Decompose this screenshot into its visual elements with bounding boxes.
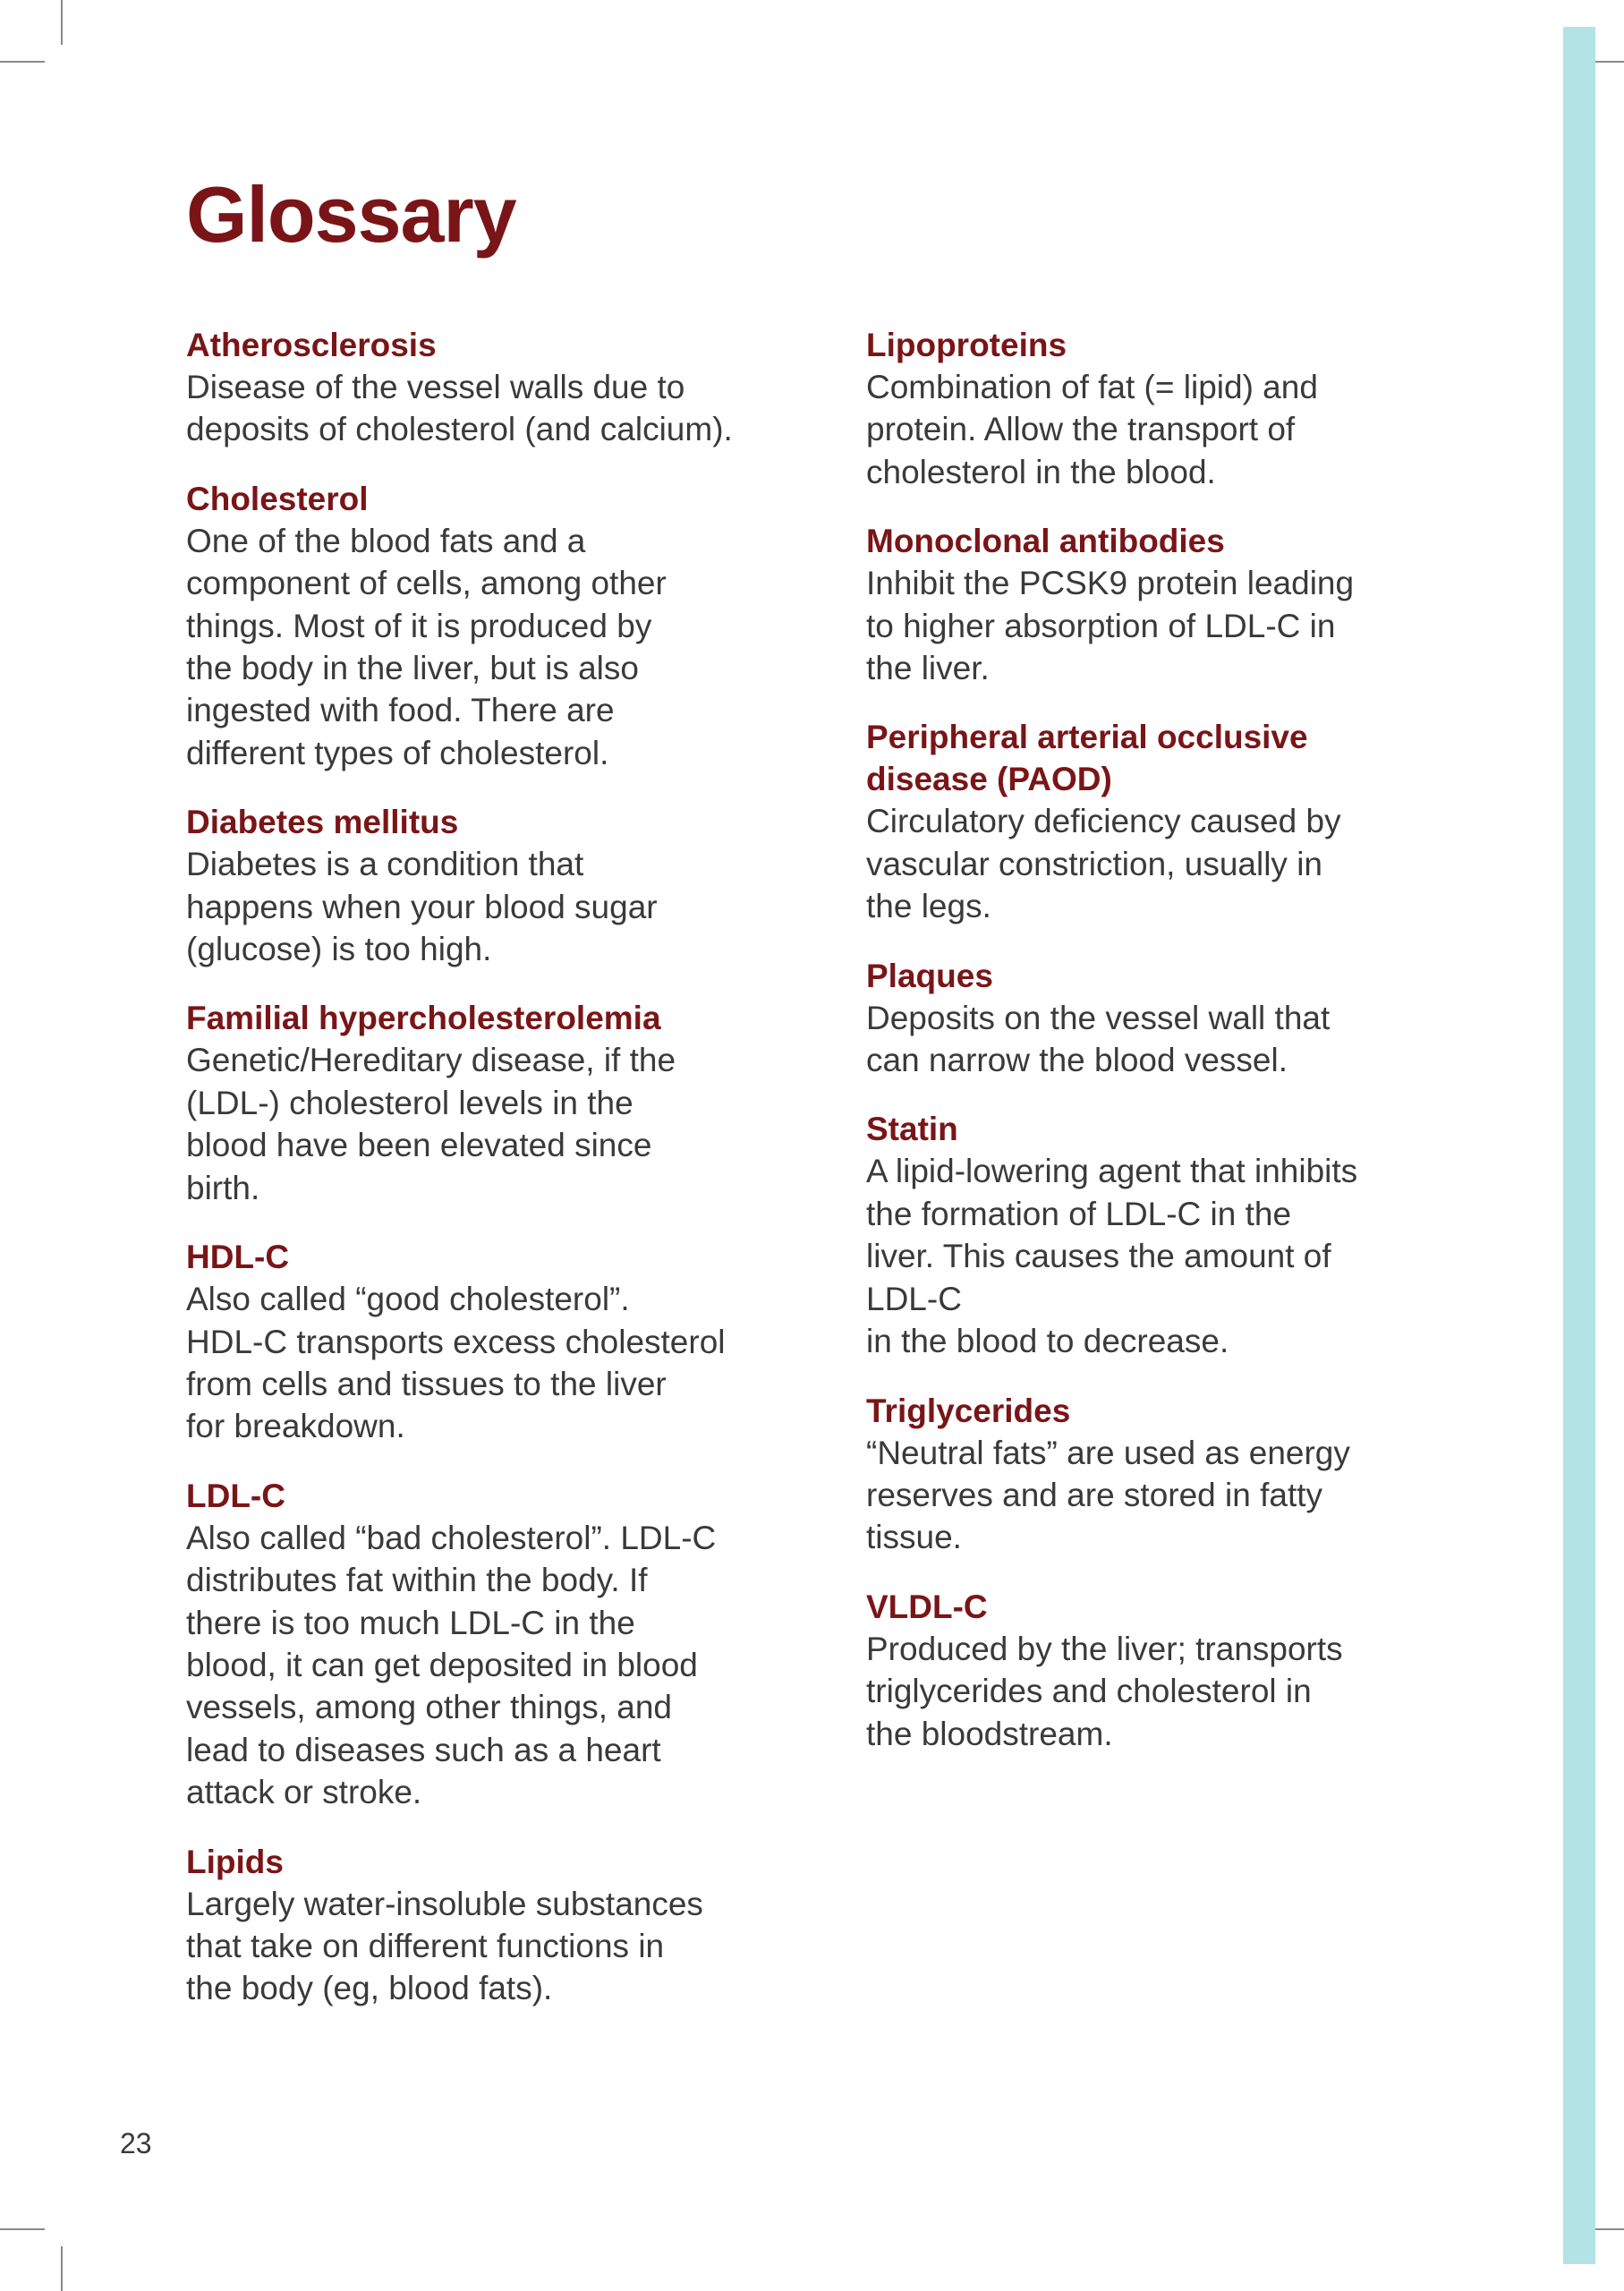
glossary-term: Statin: [866, 1111, 958, 1148]
glossary-definition: Diabetes is a condition that happens when your blood sugar (glucose) is too high.: [186, 846, 658, 968]
glossary-definition: Produced by the liver; transports triglycerides and cholesterol in the bloodstream.: [866, 1630, 1343, 1752]
glossary-term: Atherosclerosis: [186, 327, 437, 363]
glossary-entry-vldl-c: [866, 1586, 1439, 1755]
glossary-column-right: [866, 324, 1439, 1782]
glossary-term: Monoclonal antibodies: [866, 523, 1225, 560]
glossary-term: Lipids: [186, 1843, 284, 1880]
glossary-definition: Disease of the vessel walls due to deposits of cholesterol (and calcium).: [186, 369, 733, 448]
glossary-term: Triglycerides: [866, 1392, 1071, 1429]
crop-mark-bottom-left-vertical: [61, 2246, 63, 2291]
side-color-band: [1563, 27, 1595, 2264]
glossary-entry-ldl-c: [186, 1475, 759, 1814]
glossary-term: Familial hypercholesterolemia: [186, 1000, 661, 1037]
crop-mark-top-left-horizontal: [0, 61, 45, 63]
glossary-definition: Deposits on the vessel wall that can narrow the blood vessel.: [866, 999, 1331, 1079]
glossary-definition: Genetic/Hereditary disease, if the (LDL-) cholesterol levels in the blood have been elevated since birth.: [186, 1042, 676, 1206]
glossary-entry-statin: [866, 1108, 1439, 1362]
glossary-term: HDL-C: [186, 1239, 290, 1276]
glossary-definition: Also called “bad cholesterol”. LDL-C distributes fat within the body. If there is too much LDL-C in the blood, it can get deposited in blood vessels, among other things, and lead to diseases such as a heart attack or stroke.: [186, 1519, 717, 1811]
glossary-term: Peripheral arterial occlusive disease (PAOD): [866, 719, 1308, 798]
glossary-entry-paod: [866, 716, 1439, 927]
glossary-entry-triglycerides: [866, 1390, 1439, 1559]
page-number: 23: [120, 2127, 152, 2159]
glossary-entry-plaques: [866, 955, 1439, 1082]
glossary-definition: Largely water-insoluble substances that take on different functions in the body (eg, blood fats).: [186, 1885, 703, 2007]
glossary-definition: Combination of fat (= lipid) and protein. Allow the transport of cholesterol in the blood.: [866, 369, 1318, 490]
glossary-term: Cholesterol: [186, 480, 369, 517]
glossary-entry-atherosclerosis: [186, 324, 759, 451]
glossary-definition: Also called “good cholesterol”. HDL-C transports excess cholesterol from cells and tissues to the liver for breakdown.: [186, 1281, 726, 1445]
glossary-definition: One of the blood fats and a component of cells, among other things. Most of it is produced by the body in the liver, but is also ingested with food. There are different types of cholesterol.: [186, 522, 667, 771]
crop-mark-top-left-vertical: [61, 0, 63, 45]
glossary-definition: A lipid-lowering agent that inhibits the formation of LDL-C in the liver. This causes the amount of LDL-C in the blood to decrease.: [866, 1153, 1358, 1360]
glossary-entry-hdl-c: [186, 1236, 759, 1448]
glossary-term: VLDL-C: [866, 1588, 988, 1625]
glossary-term: Plaques: [866, 957, 993, 994]
glossary-term: LDL-C: [186, 1477, 285, 1514]
glossary-column-left: [186, 324, 759, 2037]
glossary-entry-monoclonal-antibodies: [866, 520, 1439, 689]
glossary-definition: “Neutral fats” are used as energy reserves and are stored in fatty tissue.: [866, 1434, 1350, 1556]
glossary-entry-cholesterol: [186, 478, 759, 774]
page-title: Glossary: [186, 170, 516, 259]
crop-mark-bottom-left-horizontal: [0, 2228, 45, 2230]
glossary-term: Diabetes mellitus: [186, 804, 459, 841]
glossary-entry-lipoproteins: [866, 324, 1439, 493]
glossary-entry-lipids: [186, 1841, 759, 2010]
glossary-entry-diabetes-mellitus: [186, 801, 759, 970]
glossary-term: Lipoproteins: [866, 327, 1067, 363]
glossary-definition: Inhibit the PCSK9 protein leading to higher absorption of LDL-C in the liver.: [866, 565, 1355, 687]
glossary-entry-familial-hypercholesterolemia: [186, 997, 759, 1209]
glossary-definition: Circulatory deficiency caused by vascular constriction, usually in the legs.: [866, 803, 1341, 925]
